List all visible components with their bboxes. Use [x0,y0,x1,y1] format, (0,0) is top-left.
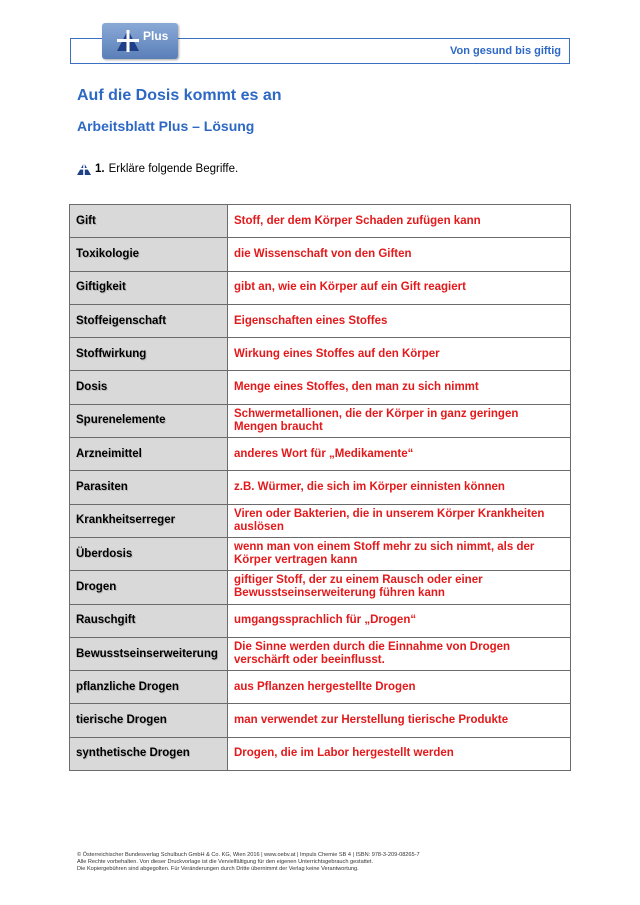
term-cell: Stoffeigenschaft [70,304,228,337]
header-topic: Von gesund bis giftig [449,45,561,57]
table-row [70,671,571,704]
task-number: 1. [95,163,105,175]
definition-cell: anderes Wort für „Medikamente“ [228,438,571,471]
term-cell: Rauschgift [70,604,228,637]
term-cell: Überdosis [70,537,228,570]
term-cell: Stoffwirkung [70,338,228,371]
footer-line: Alle Rechte vorbehalten. Von dieser Druckvorlage ist die Vervielfältigung für den eigenen Unterrichtsgebrauch gestattet. [77,859,374,865]
task-text: Erkläre folgende Begriffe. [108,163,239,175]
term-cell: Giftigkeit [70,271,228,304]
term-cell: Arzneimittel [70,438,228,471]
definition-cell: Drogen, die im Labor hergestellt werden [228,737,571,770]
badge-label: Plus [143,29,169,43]
table-row [70,404,571,437]
term-cell: Spurenelemente [70,404,228,437]
definition-cell: Eigenschaften eines Stoffes [228,304,571,337]
page-title: Auf die Dosis kommt es an [77,87,282,104]
term-cell: Dosis [70,371,228,404]
definition-cell: gibt an, wie ein Körper auf ein Gift reagiert [228,271,571,304]
term-cell: synthetische Drogen [70,737,228,770]
table-row [70,571,571,604]
table-row [70,604,571,637]
term-cell: Parasiten [70,471,228,504]
term-cell: pflanzliche Drogen [70,671,228,704]
definition-cell: man verwendet zur Herstellung tierische Produkte [228,704,571,737]
page-subtitle: Arbeitsblatt Plus – Lösung [77,118,255,134]
table-row [70,338,571,371]
table-row [70,205,571,238]
term-cell: Toxikologie [70,238,228,271]
definition-cell: umgangssprachlich für „Drogen“ [228,604,571,637]
definition-cell: Stoff, der dem Körper Schaden zufügen kann [228,205,571,238]
term-cell: Gift [70,205,228,238]
footer-line: Die Kopiergebühren sind abgegolten. Für Veränderungen durch Dritte übernimmt der Verlag keine Verantwortung. [77,866,359,872]
definition-cell: Die Sinne werden durch die Einnahme von Drogen verschärft oder beeinflusst. [228,637,571,670]
footer-copyright [77,852,420,873]
table-row [70,371,571,404]
term-cell: Drogen [70,571,228,604]
definition-cell: wenn man von einem Stoff mehr zu sich nimmt, als der Körper vertragen kann [228,537,571,570]
term-cell: tierische Drogen [70,704,228,737]
table-row [70,271,571,304]
table-row [70,504,571,537]
table-row [70,704,571,737]
definition-cell: z.B. Würmer, die sich im Körper einnisten können [228,471,571,504]
table-row [70,637,571,670]
definition-cell: aus Pflanzen hergestellte Drogen [228,671,571,704]
pyramid-icon [116,29,140,53]
table-row [70,737,571,770]
definition-cell: Menge eines Stoffes, den man zu sich nimmt [228,371,571,404]
table-row [70,471,571,504]
table-row [70,304,571,337]
table-row [70,537,571,570]
definition-cell: Schwermetallionen, die der Körper in ganz geringen Mengen braucht [228,404,571,437]
terms-table [69,204,571,771]
table-row [70,238,571,271]
task-instruction [77,163,238,175]
definition-cell: Wirkung eines Stoffes auf den Körper [228,338,571,371]
table-row [70,438,571,471]
term-cell: Krankheitserreger [70,504,228,537]
footer-line: © Österreichischer Bundesverlag Schulbuch GmbH & Co. KG, Wien 2016 | www.oebv.at | Impuls Chemie SB 4 | ISBN: 978-3-209-08265-7 [77,852,420,858]
term-cell: Bewusstseinserweiterung [70,637,228,670]
pyramid-icon [77,163,91,175]
definition-cell: Viren oder Bakterien, die in unserem Körper Krankheiten auslösen [228,504,571,537]
plus-badge-logo [102,23,178,59]
definition-cell: die Wissenschaft von den Giften [228,238,571,271]
definition-cell: giftiger Stoff, der zu einem Rausch oder einer Bewusstseinserweiterung führen kann [228,571,571,604]
